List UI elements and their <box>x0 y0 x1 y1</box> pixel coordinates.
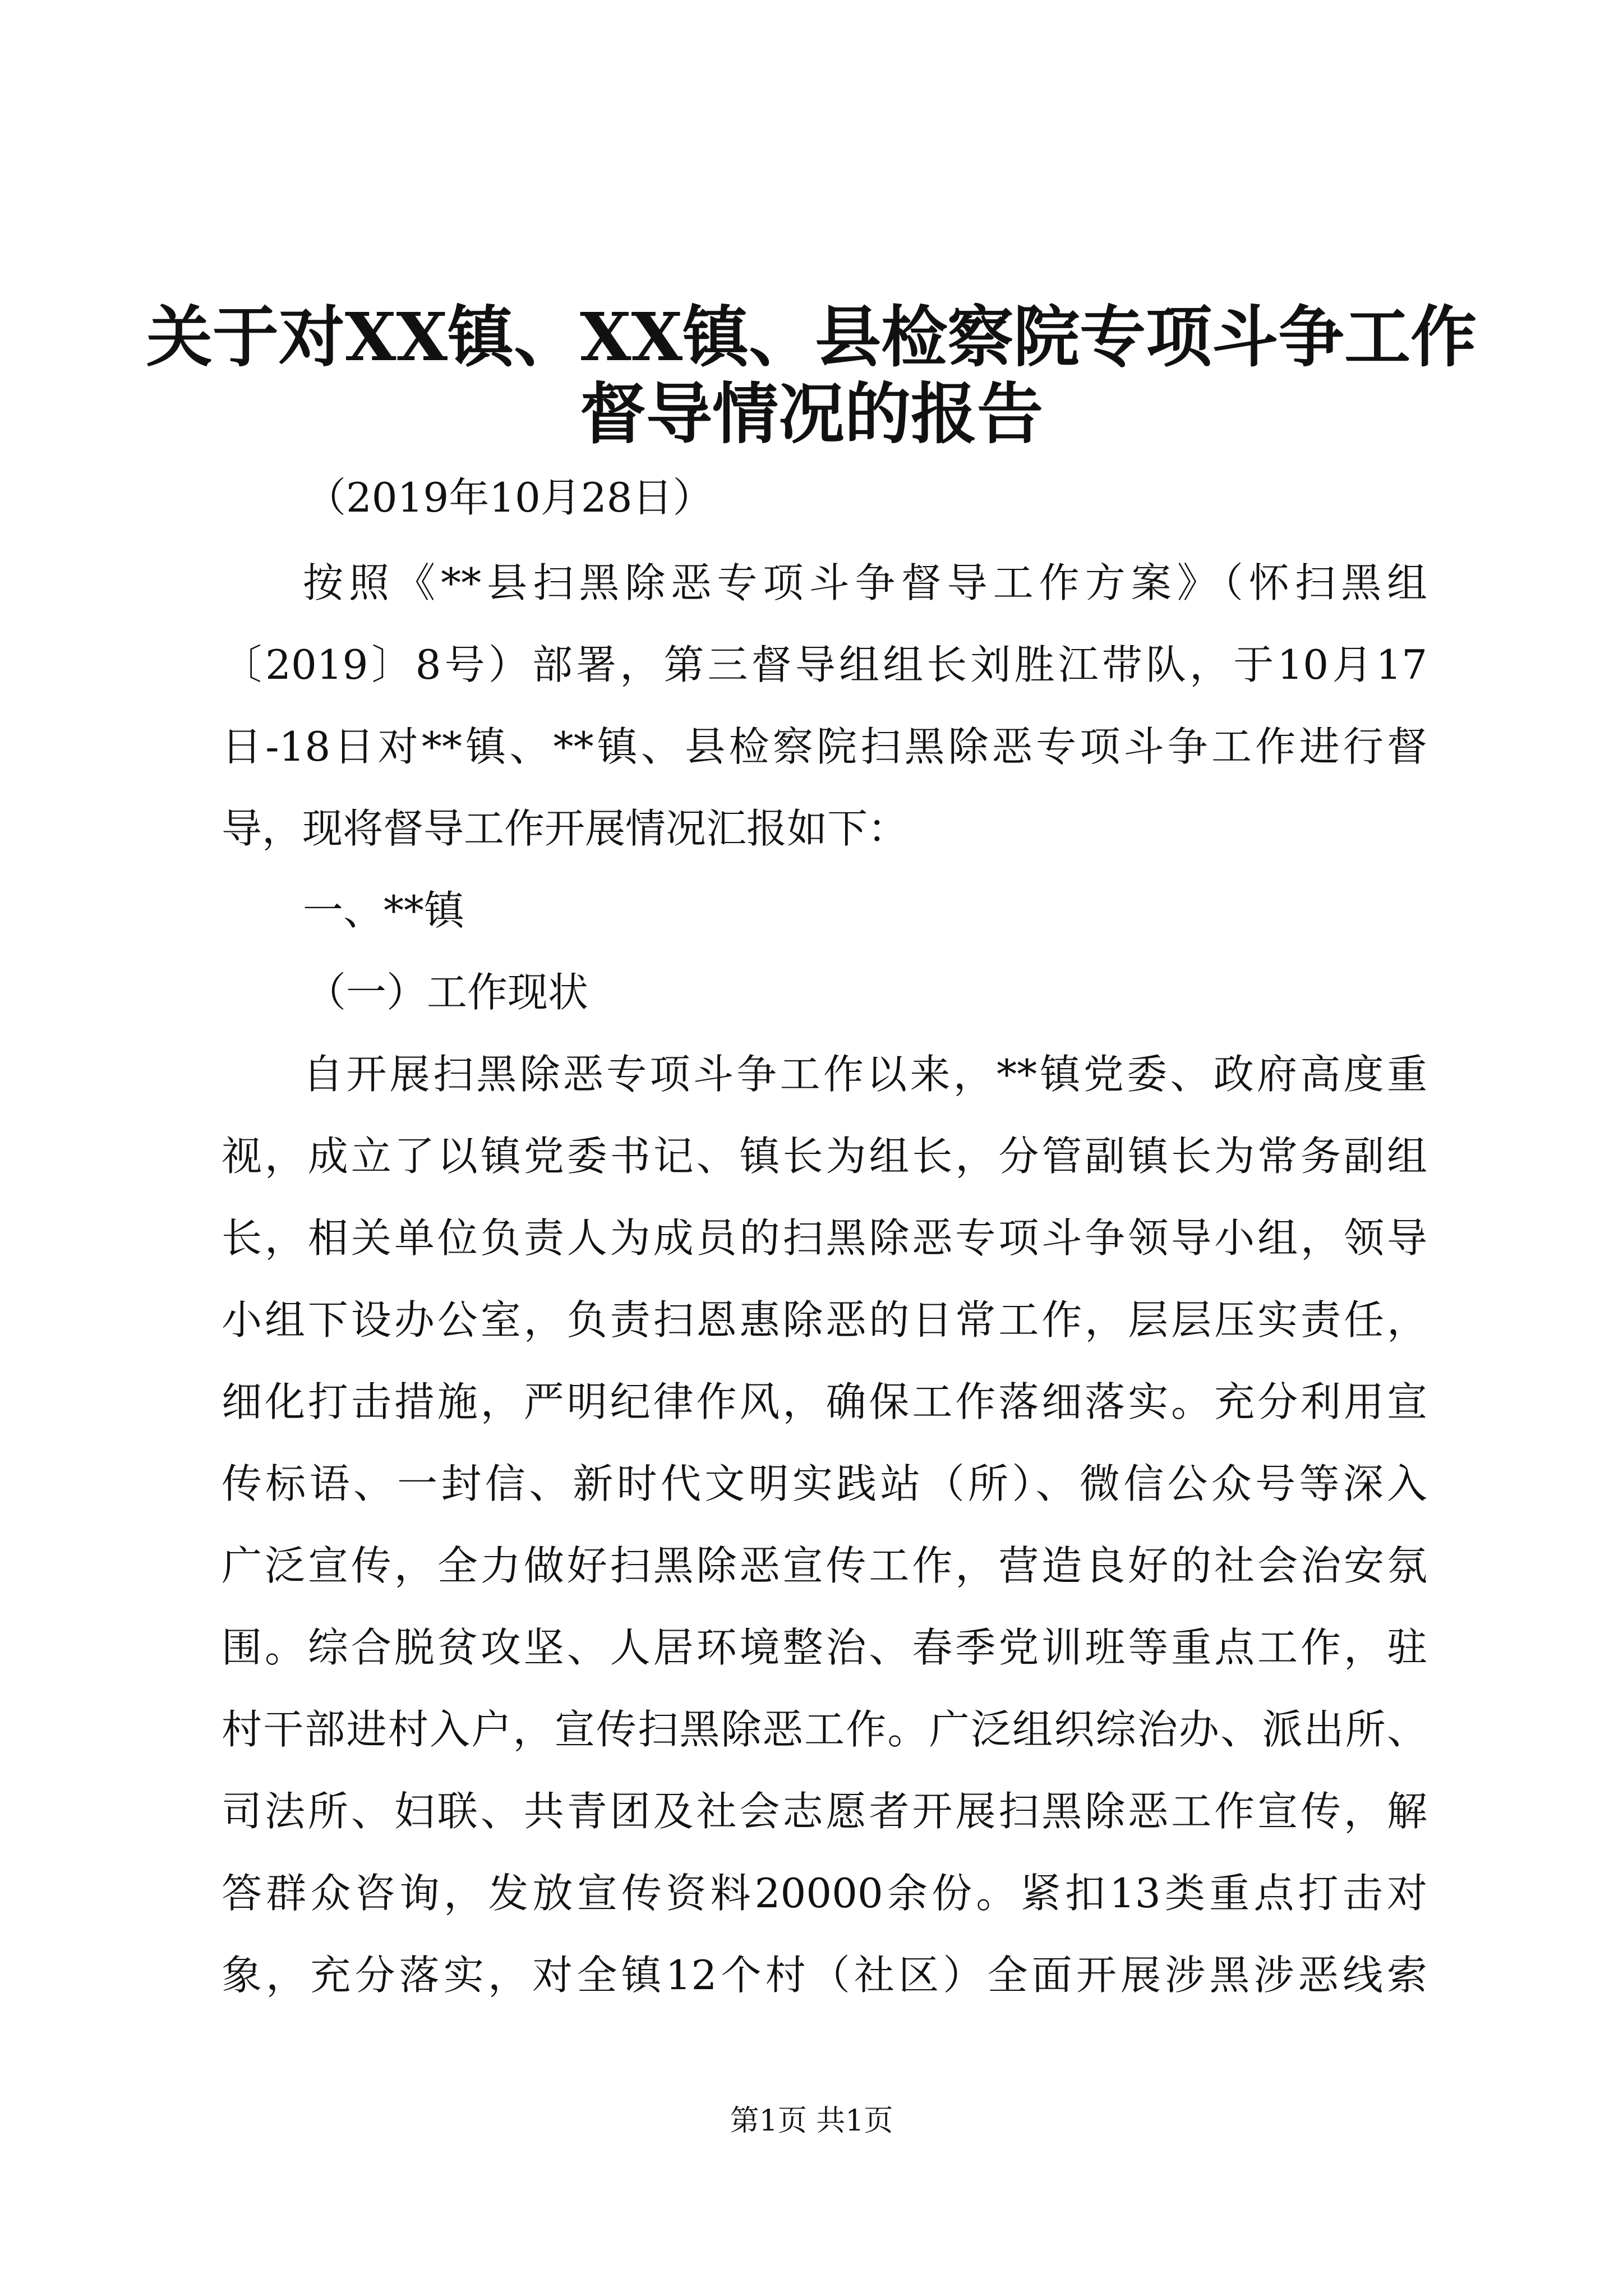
body-line: 自开展扫黑除恶专项斗争工作以来，**镇党委、政府高度重 <box>303 1051 1427 1098</box>
body-line: 小组下设办公室，负责扫恩惠除恶的日常工作，层层压实责任， <box>222 1296 1427 1343</box>
subsection-heading: （一）工作现状 <box>306 969 589 1016</box>
body-line: 司法所、妇联、共青团及社会志愿者开展扫黑除恶工作宣传，解 <box>222 1788 1427 1835</box>
intro-line: 按照《**县扫黑除恶专项斗争督导工作方案》（怀扫黑组 <box>303 559 1427 606</box>
body-line: 围。综合脱贫攻坚、人居环境整治、春季党训班等重点工作，驻 <box>222 1624 1427 1671</box>
intro-line: 日-18日对**镇、**镇、县检察院扫黑除恶专项斗争工作进行督 <box>222 723 1427 770</box>
body-line: 视，成立了以镇党委书记、镇长为组长，分管副镇长为常务副组 <box>222 1133 1427 1180</box>
body-line: 广泛宣传，全力做好扫黑除恶宣传工作，营造良好的社会治安氛 <box>222 1542 1427 1589</box>
body-line: 答群众咨询，发放宣传资料20000余份。紧扣13类重点打击对 <box>222 1870 1427 1917</box>
document-title-line-2: 督导情况的报告 <box>579 375 1043 453</box>
body-line: 长，相关单位负责人为成员的扫黑除恶专项斗争领导小组，领导 <box>222 1214 1427 1262</box>
body-line: 细化打击措施，严明纪律作风，确保工作落细落实。充分利用宣 <box>222 1378 1427 1425</box>
page-footer: 第1页 共1页 <box>730 2104 893 2138</box>
section-heading: 一、**镇 <box>303 887 465 934</box>
intro-line: 〔2019〕8号）部署，第三督导组组长刘胜江带队，于10月17 <box>222 641 1427 688</box>
body-line: 传标语、一封信、新时代文明实践站（所）、微信公众号等深入 <box>222 1460 1427 1507</box>
intro-line: 导，现将督导工作开展情况汇报如下： <box>222 805 909 852</box>
document-title-line-1: 关于对XX镇、XX镇、县检察院专项斗争工作 <box>146 298 1477 376</box>
body-line: 村干部进村入户，宣传扫黑除恶工作。广泛组织综治办、派出所、 <box>222 1706 1427 1753</box>
report-date: （2019年10月28日） <box>306 474 713 521</box>
body-line: 象，充分落实，对全镇12个村（社区）全面开展涉黑涉恶线索 <box>222 1952 1427 1999</box>
